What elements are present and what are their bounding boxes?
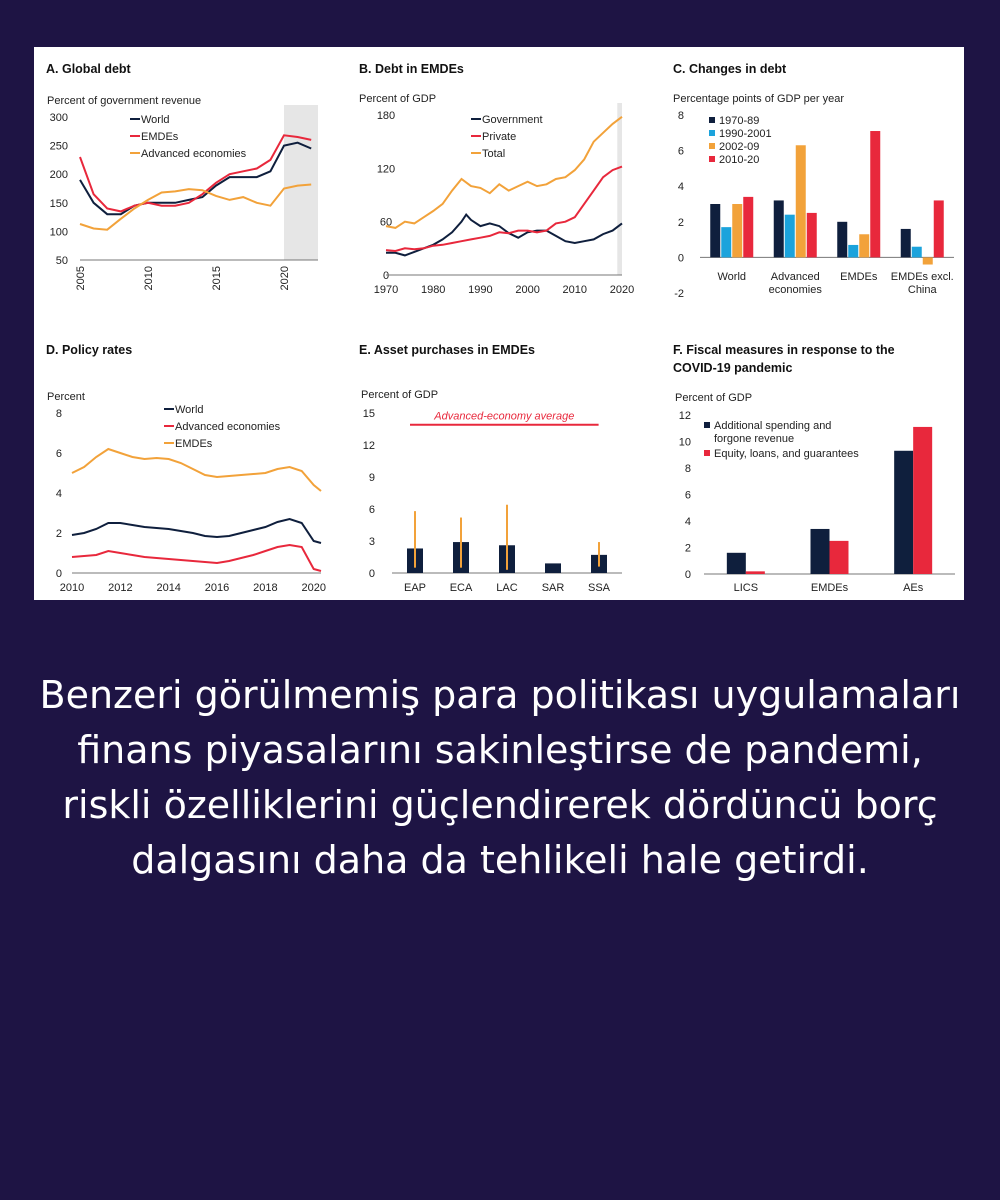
y-tick-label: 60 <box>379 216 393 229</box>
bar <box>913 427 932 574</box>
chart-D <box>46 343 326 594</box>
chart-E <box>359 343 622 594</box>
x-tick-label: 2014 <box>156 582 181 594</box>
y-axis-label: Percent <box>47 391 85 403</box>
x-tick-label: 2020 <box>609 284 635 296</box>
bar <box>934 200 944 257</box>
bar <box>727 553 746 574</box>
legend-swatch <box>704 422 710 428</box>
y-tick-label: 6 <box>55 448 62 460</box>
y-tick-label: 0 <box>677 252 684 265</box>
legend-swatch <box>709 143 715 149</box>
legend-label: Advanced economies <box>175 421 281 433</box>
bar <box>859 234 869 257</box>
reference-line-label: Advanced-economy average <box>434 410 575 423</box>
chart-title: F. Fiscal measures in response to the COVID-19 pandemic <box>673 343 895 375</box>
chart-title: C. Changes in debt <box>673 62 787 76</box>
y-axis-label: Percentage points of GDP per year <box>673 93 845 105</box>
y-axis-label: Percent of government revenue <box>47 95 202 107</box>
series-line-world <box>72 519 321 543</box>
x-tick-label: 1980 <box>420 284 446 296</box>
legend-label: Advanced economies <box>141 148 247 160</box>
x-tick-label: 2010 <box>562 284 588 296</box>
x-tick-label: 2010 <box>143 266 155 291</box>
legend-label: 1970-89 <box>719 115 760 127</box>
y-tick-label: 12 <box>362 440 375 452</box>
y-tick-label: 8 <box>677 110 684 122</box>
series-line-advanced-economies <box>80 185 311 230</box>
y-tick-label: 2 <box>55 528 62 540</box>
legend-label: 1990-2001 <box>719 128 772 140</box>
legend-label: Government <box>482 114 543 126</box>
legend-swatch <box>704 450 710 456</box>
y-tick-label: 4 <box>677 181 684 194</box>
chart-C <box>673 62 954 300</box>
series-line-emdes <box>72 449 321 491</box>
y-axis-label: Percent of GDP <box>359 93 437 105</box>
series-line-private <box>386 167 622 251</box>
bar <box>545 563 561 573</box>
bar <box>732 204 742 257</box>
x-tick-label: 2005 <box>75 266 87 291</box>
shaded-region <box>284 105 318 260</box>
bar <box>923 257 933 264</box>
bar <box>774 200 784 257</box>
bar <box>894 451 913 574</box>
legend-label: Additional spending and forgone revenue <box>714 420 832 445</box>
chart-title: E. Asset purchases in EMDEs <box>359 343 535 357</box>
x-category-label: EMDEs excl. China <box>890 271 954 296</box>
bar <box>811 529 830 574</box>
y-tick-label: 0 <box>684 569 691 581</box>
chart-panel <box>34 47 964 600</box>
caption-text: Benzeri görülmemiş para politikası uygulamaları finans piyasalarını sakinleştirse de pandemi, riskli özelliklerini güçlendirerek dördüncü borç dalgasını daha da tehlikeli hale getirdi. <box>39 673 961 882</box>
legend-label: Total <box>482 148 506 160</box>
x-category-label: LICS <box>733 582 759 594</box>
y-tick-label: -2 <box>674 288 684 300</box>
y-axis-label: Percent of GDP <box>675 392 753 404</box>
y-axis-label: Percent of GDP <box>361 389 439 401</box>
y-tick-label: 8 <box>684 463 691 475</box>
y-tick-label: 0 <box>55 568 62 580</box>
legend-label: 2002-09 <box>719 141 760 153</box>
y-tick-label: 15 <box>362 408 375 420</box>
y-tick-label: 2 <box>684 542 691 555</box>
x-tick-label: 2015 <box>211 266 223 291</box>
x-tick-label: 1970 <box>373 284 399 296</box>
y-tick-label: 6 <box>677 145 684 158</box>
bar <box>837 222 847 258</box>
x-category-label: EAP <box>403 582 427 594</box>
chart-A <box>46 62 318 290</box>
legend-label: EMDEs <box>141 131 179 143</box>
bar <box>710 204 720 257</box>
x-category-label: World <box>717 271 747 283</box>
y-tick-label: 0 <box>368 568 375 580</box>
chart-title: B. Debt in EMDEs <box>359 62 464 76</box>
legend-label: EMDEs <box>175 438 213 450</box>
y-tick-label: 100 <box>49 226 68 239</box>
y-tick-label: 120 <box>376 163 396 176</box>
y-tick-label: 12 <box>678 410 691 422</box>
bar <box>870 131 880 257</box>
x-category-label: ECA <box>449 582 473 594</box>
x-category-label: EMDEs <box>810 582 849 594</box>
bar <box>830 541 849 574</box>
legend-label: 2010-20 <box>719 154 760 166</box>
y-tick-label: 250 <box>49 140 68 153</box>
y-tick-label: 6 <box>368 504 375 516</box>
bar <box>746 571 765 574</box>
x-tick-label: 1990 <box>468 284 493 296</box>
bar <box>796 145 806 257</box>
y-tick-label: 4 <box>684 516 691 528</box>
bar <box>743 197 753 258</box>
chart-B <box>359 62 634 296</box>
bar <box>785 215 795 258</box>
x-category-label: SAR <box>541 582 565 594</box>
y-tick-label: 180 <box>376 110 396 122</box>
y-tick-label: 200 <box>49 169 68 182</box>
y-tick-label: 150 <box>49 197 68 210</box>
y-tick-label: 8 <box>55 408 62 420</box>
x-category-label: AEs <box>903 582 924 594</box>
bar <box>912 247 922 258</box>
x-category-label: EMDEs <box>840 271 878 283</box>
x-category-label: SSA <box>587 582 611 594</box>
x-tick-label: 2020 <box>301 582 326 594</box>
y-tick-label: 300 <box>49 112 68 124</box>
chart-title: A. Global debt <box>46 62 131 76</box>
series-line-emdes <box>80 135 311 211</box>
x-category-label: LAC <box>496 582 518 594</box>
bar <box>901 229 911 257</box>
y-tick-label: 6 <box>684 489 691 502</box>
legend-swatch <box>709 117 715 123</box>
y-tick-label: 4 <box>55 488 62 500</box>
bar <box>848 245 858 257</box>
y-tick-label: 50 <box>55 255 68 267</box>
legend-swatch <box>709 156 715 162</box>
legend-label: World <box>141 114 170 126</box>
legend-label: Private <box>482 131 517 143</box>
legend-label: World <box>175 404 204 416</box>
x-tick-label: 2012 <box>108 582 133 594</box>
bar <box>807 213 817 258</box>
x-tick-label: 2020 <box>279 266 291 291</box>
x-tick-label: 2018 <box>253 582 278 594</box>
y-tick-label: 3 <box>368 536 375 548</box>
legend-swatch <box>709 130 715 136</box>
chart-F <box>673 343 955 594</box>
y-tick-label: 0 <box>382 270 390 282</box>
x-tick-label: 2010 <box>59 582 85 594</box>
chart-title: D. Policy rates <box>46 343 133 357</box>
bar <box>721 227 731 257</box>
shaded-region <box>617 103 622 275</box>
y-tick-label: 10 <box>678 436 691 449</box>
x-tick-label: 2016 <box>204 582 230 594</box>
y-tick-label: 2 <box>677 216 684 229</box>
y-tick-label: 9 <box>368 472 375 484</box>
legend-label: Equity, loans, and guarantees <box>714 448 859 460</box>
x-category-label: Advanced economies <box>768 271 822 296</box>
series-line-advanced-economies <box>72 545 321 571</box>
x-tick-label: 2000 <box>515 284 540 296</box>
charts-svg <box>34 47 964 600</box>
